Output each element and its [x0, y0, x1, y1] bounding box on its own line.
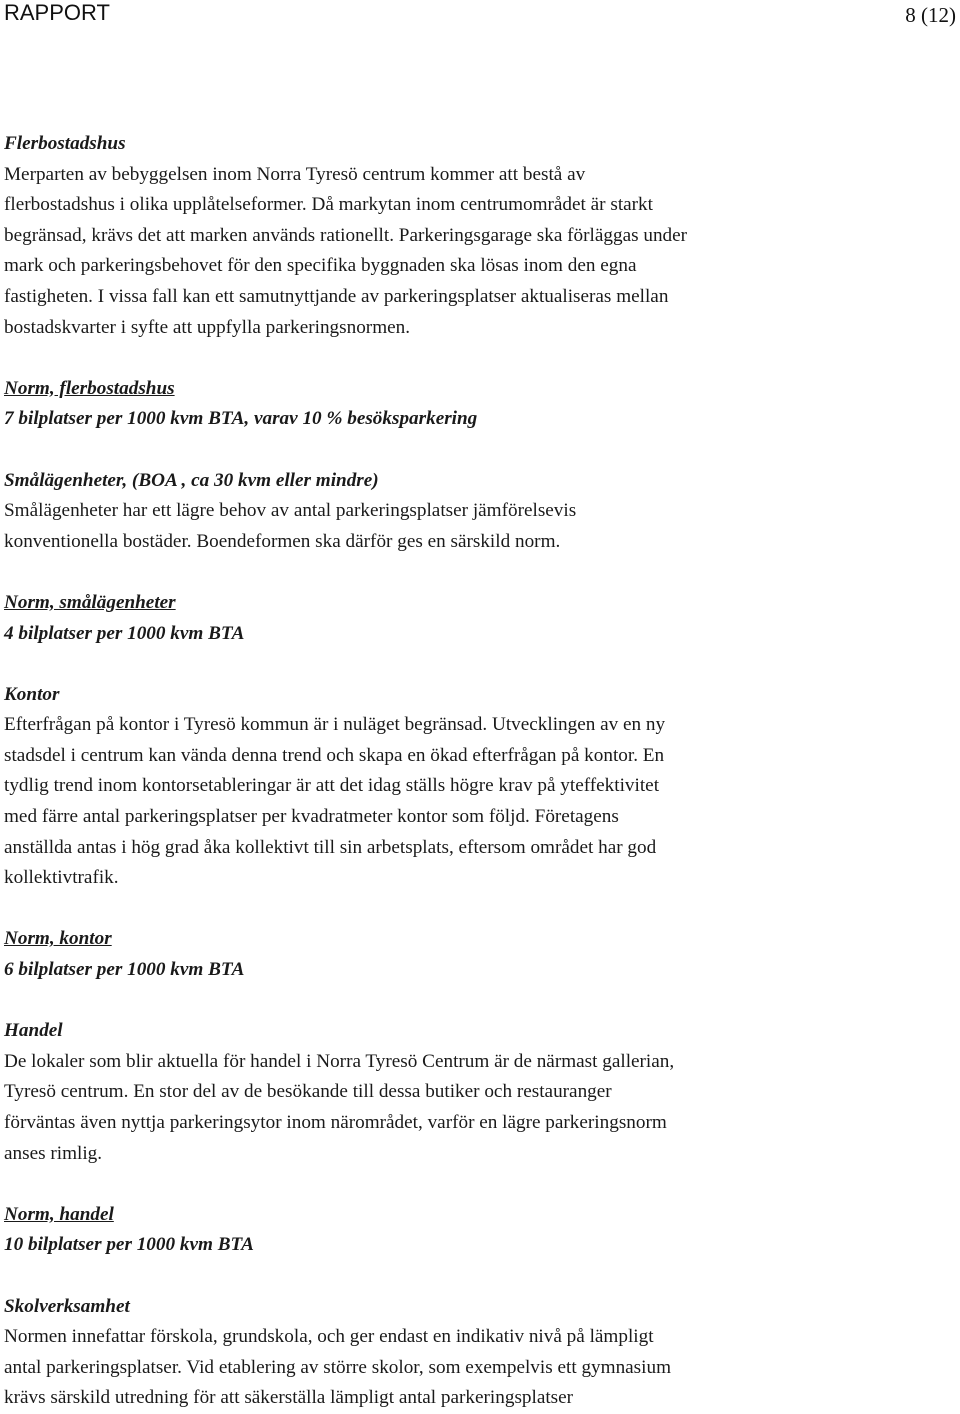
section-kontor — [4, 680, 956, 986]
norm-title: Norm, smålägenheter — [4, 591, 176, 613]
paragraph-line: anses rimlig. — [4, 1142, 103, 1164]
section-heading: Flerbostadshus — [4, 133, 126, 154]
page-header — [0, 0, 960, 30]
norm-value: 10 bilplatser per 1000 kvm BTA — [4, 1234, 254, 1256]
paragraph-line: krävs särskild utredning för att säkerställa lämpligt antal parkeringsplatser — [4, 1387, 574, 1409]
paragraph-line: Smålägenheter har ett lägre behov av antal parkeringsplatser jämförelsevis — [4, 500, 577, 522]
section-handel — [4, 1016, 956, 1261]
norm-title: Norm, kontor — [4, 928, 112, 950]
section-heading: Skolverksamhet — [4, 1295, 130, 1317]
report-title: RAPPORT — [4, 0, 110, 25]
paragraph-line: begränsad, krävs det att marken används rationellt. Parkeringsgarage ska förläggas under — [4, 224, 688, 246]
paragraph-line: stadsdel i centrum kan vända denna trend och skapa en ökad efterfrågan på kontor. En — [4, 744, 665, 766]
norm-value: 4 bilplatser per 1000 kvm BTA — [4, 622, 245, 644]
section-flerbostadshus — [4, 129, 956, 435]
paragraph-line: förväntas även nyttja parkeringsytor inom närområdet, varför en lägre parkeringsnorm — [4, 1112, 667, 1133]
paragraph-line: Tyresö centrum. En stor del av de besökande till dessa butiker och restauranger — [4, 1081, 612, 1103]
paragraph-line: De lokaler som blir aktuella för handel i Norra Tyresö Centrum är de närmast gallerian, — [4, 1050, 675, 1072]
paragraph-line: Normen innefattar förskola, grundskola, och ger endast en indikativ nivå på lämpligt — [4, 1326, 654, 1348]
paragraph-line: bostadskvarter i syfte att uppfylla parkeringsnormen. — [4, 316, 411, 338]
paragraph-line: Merparten av bebyggelsen inom Norra Tyresö centrum kommer att bestå av — [4, 163, 586, 185]
section-smalagenheter — [4, 466, 956, 650]
paragraph-line: anställda antas i hög grad åka kollektivt till sin arbetsplats, eftersom området har god — [4, 836, 657, 858]
section-heading: Smålägenheter, (BOA , ca 30 kvm eller mindre) — [4, 469, 379, 491]
paragraph-line: fastigheten. I vissa fall kan ett samutnyttjande av parkeringsplatser aktualiseras mellan — [4, 285, 669, 307]
paragraph-line: mark och parkeringsbehovet för den specifika byggnaden ska lösas inom den egna — [4, 255, 637, 277]
norm-title: Norm, flerbostadshus — [4, 377, 175, 399]
norm-title: Norm, handel — [4, 1203, 114, 1225]
norm-value: 7 bilplatser per 1000 kvm BTA, varav 10 % besöksparkering — [4, 408, 478, 430]
norm-value: 6 bilplatser per 1000 kvm BTA — [4, 959, 245, 981]
page-number: 8 (12) — [905, 3, 956, 27]
paragraph-line: antal parkeringsplatser. Vid etablering av större skolor, som exempelvis ett gymnasium — [4, 1356, 671, 1378]
section-skolverksamhet — [4, 1292, 956, 1414]
paragraph-line: kollektivtrafik. — [4, 867, 119, 889]
paragraph-line: med färre antal parkeringsplatser per kvadratmeter kontor som följd. Företagens — [4, 806, 619, 828]
paragraph-line: flerbostadshus i olika upplåtelseformer. Då markytan inom centrumområdet är starkt — [4, 194, 653, 216]
section-heading: Handel — [4, 1020, 63, 1042]
document-body — [4, 129, 956, 1414]
paragraph-line: tydlig trend inom kontorsetableringar är att det idag ställs högre krav på yteffektivitet — [4, 775, 660, 797]
section-heading: Kontor — [4, 683, 60, 705]
paragraph-line: Efterfrågan på kontor i Tyresö kommun är i nuläget begränsad. Utvecklingen av en ny — [4, 714, 666, 736]
paragraph-line: konventionella bostäder. Boendeformen ska därför ges en särskild norm. — [4, 530, 561, 552]
